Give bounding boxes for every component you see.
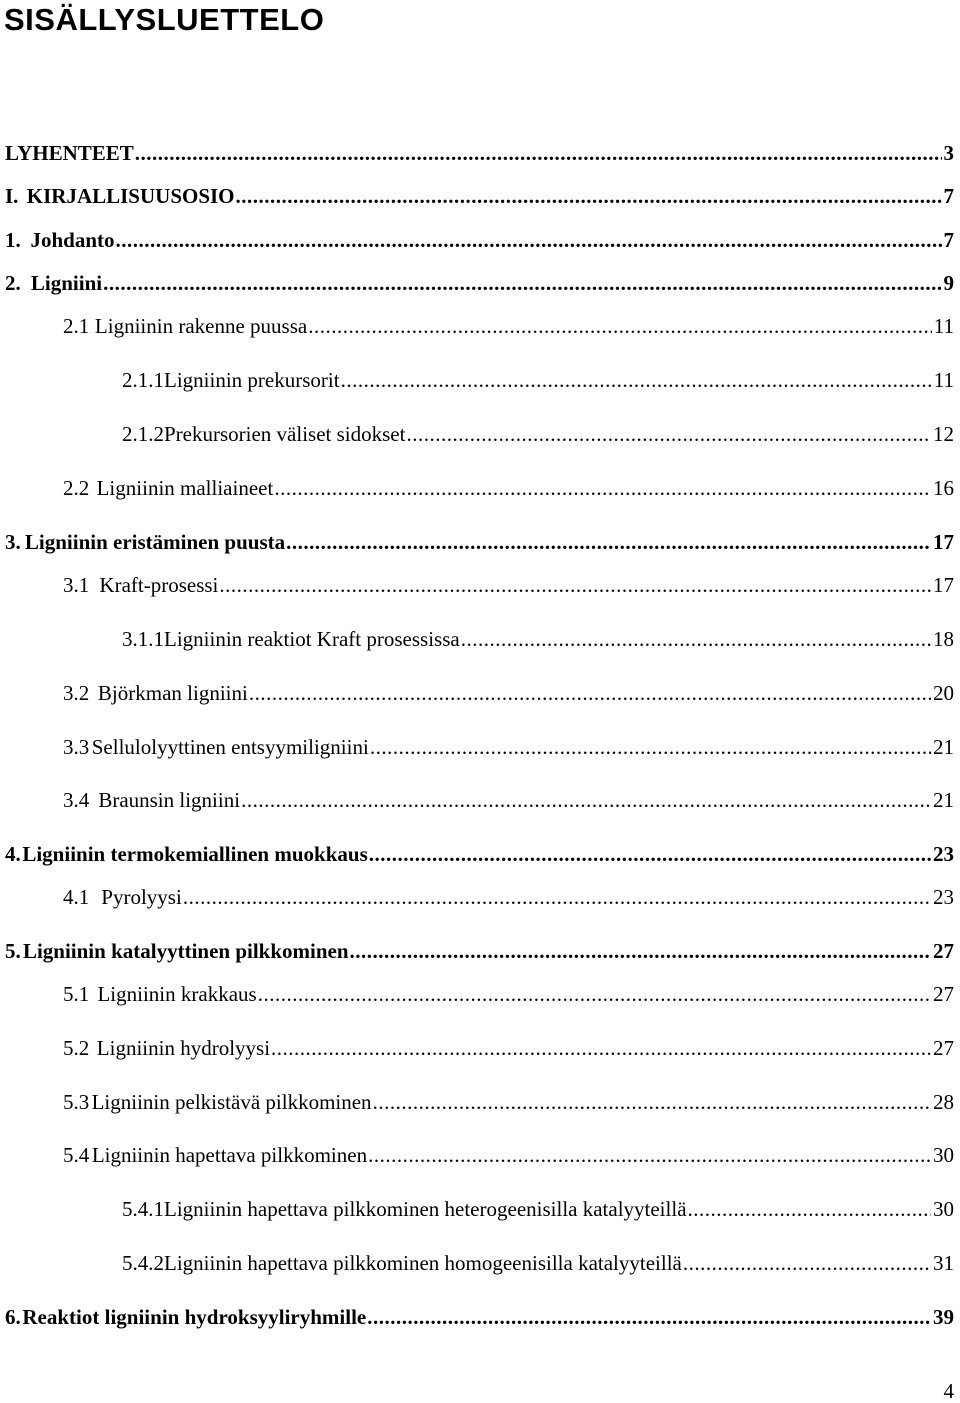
toc-entry-page: 18 [933, 627, 954, 651]
toc-entry-number: 3.4 [63, 788, 90, 812]
toc-entry-title: Johdanto [30, 228, 115, 252]
toc-leader-dots [683, 1250, 931, 1276]
toc-entry-number: 5.3 [63, 1090, 90, 1114]
toc-leader-dots [368, 1142, 931, 1168]
toc-leader-dots [461, 626, 931, 652]
toc-entry-page: 27 [933, 1036, 954, 1060]
toc-entry[interactable] [122, 626, 954, 652]
toc-entry-page: 12 [933, 422, 954, 446]
toc-entry-number: 5. [5, 939, 21, 963]
toc-entry-page: 17 [933, 573, 954, 597]
toc-entry-title: Ligniinin eristäminen puusta [24, 530, 286, 554]
toc-entry-page: 7 [943, 228, 954, 252]
toc-leader-dots [249, 680, 931, 706]
toc-entry[interactable] [122, 367, 954, 393]
toc-entry[interactable] [63, 734, 954, 760]
toc-entry-title: Reaktiot ligniinin hydroksyyliryhmille [22, 1305, 367, 1329]
toc-entry-title: Ligniini [30, 271, 103, 295]
toc-entry-title: Ligniinin pelkistävä pilkkominen [91, 1090, 372, 1114]
toc-leader-dots [369, 841, 931, 867]
toc-leader-dots [286, 529, 931, 555]
toc-entry-number: 5.2 [63, 1036, 90, 1060]
toc-entry-number: 3.1.1 [122, 627, 164, 651]
toc-entry[interactable] [122, 1196, 954, 1222]
toc-entry-number: 3.1 [63, 573, 90, 597]
toc-entry-page: 9 [943, 271, 954, 295]
toc-entry[interactable] [5, 529, 954, 555]
toc-entry[interactable] [63, 1089, 954, 1115]
toc-entry[interactable] [5, 841, 954, 867]
toc-entry-page: 20 [933, 681, 954, 705]
toc-entry[interactable] [5, 938, 954, 964]
toc-entry-page: 31 [933, 1251, 954, 1275]
toc-entry-number: 5.4.2 [122, 1251, 164, 1275]
toc-entry-title: Ligniinin termokemiallinen muokkaus [22, 842, 368, 866]
toc-entry[interactable] [63, 475, 954, 501]
toc-entry[interactable] [63, 1035, 954, 1061]
toc-entry-page: 27 [933, 982, 954, 1006]
toc-entry[interactable] [63, 572, 954, 598]
toc-entry-number: 4. [5, 842, 21, 866]
toc-entry-number: 5.4 [63, 1143, 90, 1167]
toc-entry-title: KIRJALLISUUSOSIO [26, 184, 235, 208]
toc-entry-title: Björkman ligniini [97, 681, 248, 705]
toc-entry-title: Ligniinin hydrolyysi [96, 1036, 271, 1060]
toc-entry-title: Braunsin ligniini [98, 788, 241, 812]
toc-entry[interactable] [63, 981, 954, 1007]
toc-entry-number: 2.1 [63, 314, 90, 338]
toc-leader-dots [258, 981, 931, 1007]
toc-entry[interactable] [5, 1304, 954, 1330]
toc-entry-number: 5.1 [63, 982, 90, 1006]
toc-entry[interactable] [5, 227, 954, 253]
toc-entry[interactable] [122, 1250, 954, 1276]
toc-leader-dots [370, 734, 931, 760]
toc-entry-number: 6. [5, 1305, 21, 1329]
toc-entry-title: Ligniinin malliaineet [96, 476, 274, 500]
toc-entry-number: 5.4.1 [122, 1197, 164, 1221]
toc-entry-page: 27 [933, 939, 954, 963]
toc-entry-page: 23 [933, 885, 954, 909]
toc-entry-title: Pyrolyysi [101, 885, 182, 909]
toc-entry-title: Ligniinin prekursorit [164, 368, 340, 392]
toc-entry-number: 2.1.1 [122, 368, 164, 392]
toc-entry-number: 3. [5, 530, 21, 554]
toc-leader-dots [367, 1304, 931, 1330]
toc-entry-title: Sellulolyyttinen entsyymiligniini [91, 735, 369, 759]
toc-entry-title: LYHENTEET [5, 141, 134, 165]
toc-entry-title: Prekursorien väliset sidokset [164, 422, 406, 446]
toc-leader-dots [688, 1196, 931, 1222]
toc-entry-number: 2.1.2 [122, 422, 164, 446]
toc-entry-number: 3.3 [63, 735, 90, 759]
toc-entry-page: 23 [933, 842, 954, 866]
toc-entry[interactable] [122, 421, 954, 447]
toc-leader-dots [406, 421, 931, 447]
toc-entry-page: 30 [933, 1197, 954, 1221]
toc-leader-dots [236, 183, 942, 209]
toc-entry-page: 11 [933, 314, 954, 338]
toc-leader-dots [241, 787, 931, 813]
toc-entry-page: 21 [933, 788, 954, 812]
toc-entry-page: 11 [933, 368, 954, 392]
toc-entry[interactable] [5, 140, 954, 166]
toc-entry-number: 2. [5, 271, 21, 295]
toc-entry[interactable] [5, 183, 954, 209]
toc-entry[interactable] [63, 884, 954, 910]
toc-entry[interactable] [63, 787, 954, 813]
toc-entry-page: 7 [943, 184, 954, 208]
page-number: 4 [943, 1379, 954, 1403]
toc-entry-page: 3 [943, 141, 954, 165]
toc-leader-dots [135, 140, 942, 166]
toc-entry-page: 16 [933, 476, 954, 500]
toc-entry-title: Ligniinin krakkaus [97, 982, 257, 1006]
toc-leader-dots [341, 367, 932, 393]
toc-entry[interactable] [5, 270, 954, 296]
toc-leader-dots [350, 938, 931, 964]
toc-entry-number: 1. [5, 228, 21, 252]
toc-entry-number: 4.1 [63, 885, 90, 909]
toc-leader-dots [271, 1035, 931, 1061]
toc-leader-dots [274, 475, 931, 501]
toc-entry-page: 30 [933, 1143, 954, 1167]
toc-entry-title: Ligniinin rakenne puussa [94, 314, 308, 338]
toc-entry-title: Ligniinin hapettava pilkkominen [91, 1143, 368, 1167]
toc-leader-dots [219, 572, 931, 598]
toc-entry-title: Ligniinin hapettava pilkkominen homogeenisilla katalyyteillä [164, 1251, 682, 1275]
toc-leader-dots [103, 270, 941, 296]
toc-entry-title: Kraft-prosessi [99, 573, 219, 597]
toc-entry-number: I. [5, 184, 19, 208]
page-title: SISÄLLYSLUETTELO [4, 2, 325, 37]
toc-entry-title: Ligniinin katalyyttinen pilkkominen [22, 939, 349, 963]
toc-leader-dots [183, 884, 931, 910]
toc-leader-dots [116, 227, 942, 253]
toc-entry[interactable] [63, 680, 954, 706]
toc-entry-number: 2.2 [63, 476, 90, 500]
toc-entry[interactable] [63, 1142, 954, 1168]
toc-leader-dots [373, 1089, 931, 1115]
toc-entry-page: 28 [933, 1090, 954, 1114]
toc-entry-page: 17 [933, 530, 954, 554]
toc-entry-title: Ligniinin reaktiot Kraft prosessissa [164, 627, 460, 651]
toc-entry-page: 39 [933, 1305, 954, 1329]
toc-entry[interactable] [63, 313, 954, 339]
toc-entry-title: Ligniinin hapettava pilkkominen heterogeenisilla katalyyteillä [164, 1197, 687, 1221]
toc-entry-page: 21 [933, 735, 954, 759]
toc-entry-number: 3.2 [63, 681, 90, 705]
toc-leader-dots [308, 313, 932, 339]
